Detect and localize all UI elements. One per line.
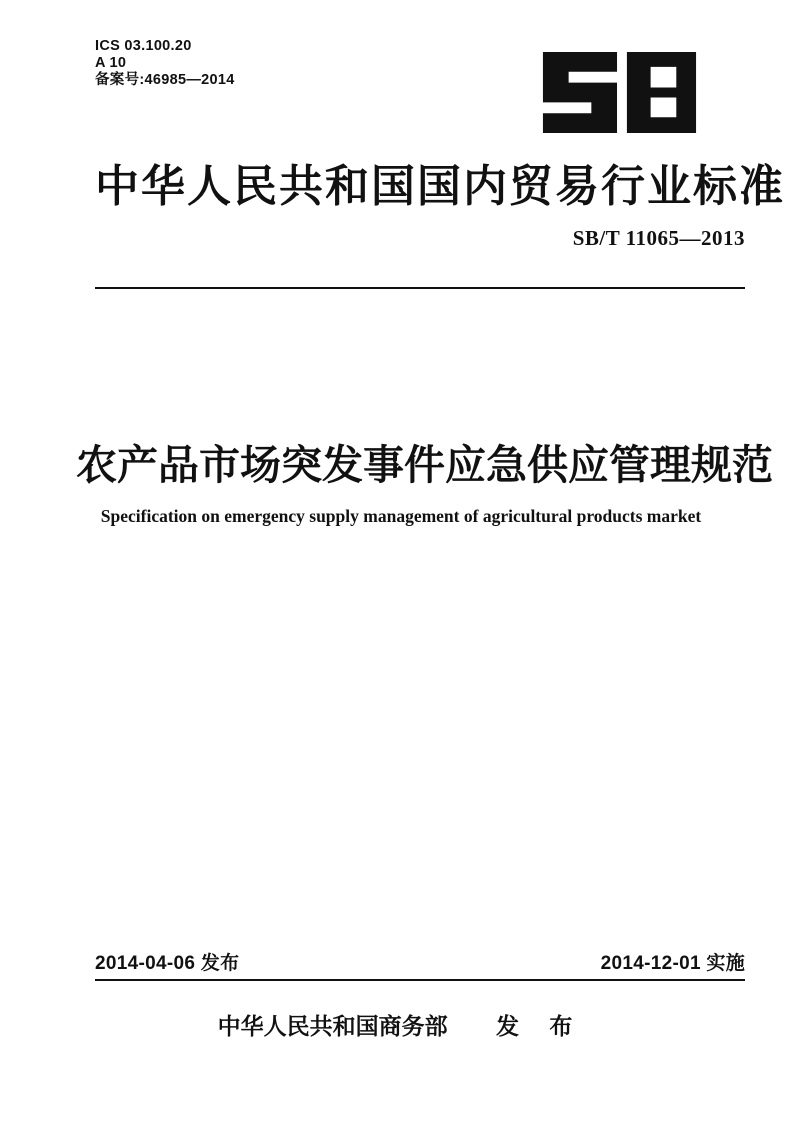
issue-date: 2014-04-06 发布 (95, 953, 240, 974)
document-title-english: Specification on emergency supply management of agricultural products market (100, 506, 702, 526)
sb-logo-letter-b (627, 52, 696, 133)
publisher-row (0, 1008, 802, 1041)
record-number: 备案号:46985—2014 (95, 72, 235, 88)
sb-logo-letter-s (543, 52, 617, 133)
ics-code: ICS 03.100.20 (95, 38, 192, 54)
bottom-divider-line (95, 979, 745, 981)
standard-category-title: 中华人民共和国国内贸易行业标准 (95, 162, 785, 211)
top-divider-line (95, 287, 745, 289)
standard-number: SB/T 11065—2013 (572, 226, 745, 250)
meta-block (95, 38, 235, 89)
classification-code: A 10 (95, 55, 127, 71)
implementation-date: 2014-12-01 实施 (600, 953, 745, 974)
publish-action-label: 发 布 (496, 1013, 585, 1039)
dates-row (95, 948, 745, 975)
document-title-chinese: 农产品市场突发事件应急供应管理规范 (76, 442, 773, 488)
publisher-name: 中华人民共和国商务部 (217, 1013, 448, 1039)
sb-logo-icon (542, 52, 697, 133)
